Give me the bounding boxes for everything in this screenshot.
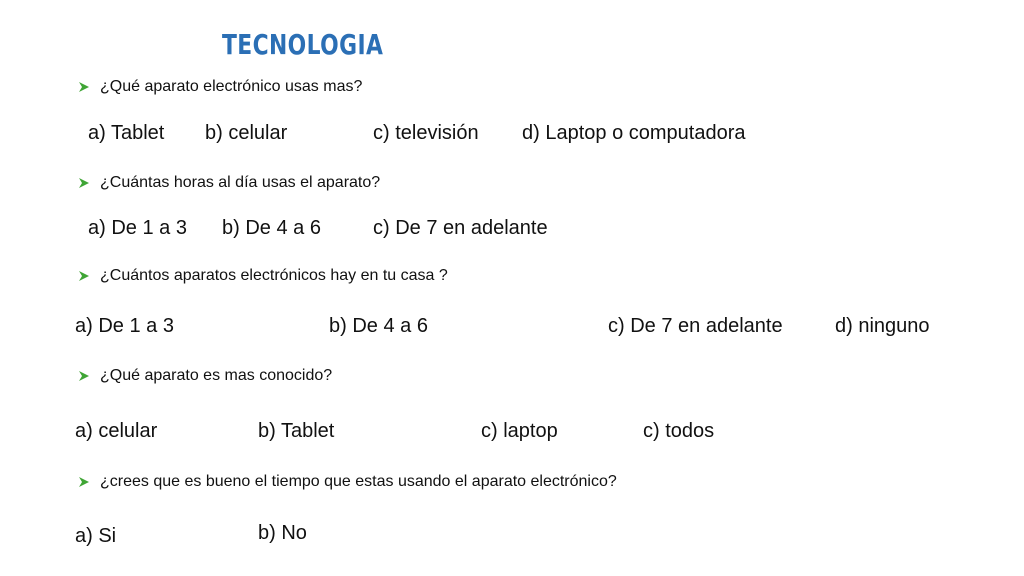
question-2-option-a: a) De 1 a 3 [88,217,187,239]
question-text: ¿Qué aparato electrónico usas mas? [100,78,363,95]
question-5-option-b: b) No [258,522,307,544]
arrow-bullet-icon [78,370,90,382]
question-5 [78,473,617,491]
question-2-option-c: c) De 7 en adelante [373,217,548,239]
question-1-option-d: d) Laptop o computadora [522,122,746,144]
question-1 [78,78,362,96]
question-1-option-b: b) celular [205,122,288,144]
question-4-option-c: c) laptop [481,420,558,442]
page-title: TECNOLOGIA [222,28,384,61]
question-3-option-b: b) De 4 a 6 [329,315,428,337]
question-3-option-a: a) De 1 a 3 [75,315,174,337]
question-3 [78,267,448,285]
arrow-bullet-icon [78,177,90,189]
question-4 [78,367,332,385]
question-text: ¿Qué aparato es mas conocido? [100,367,333,384]
question-5-option-a: a) Si [75,525,117,547]
question-4-option-b: b) Tablet [258,420,335,442]
question-text: ¿crees que es bueno el tiempo que estas usando el aparato electrónico? [100,473,617,490]
arrow-bullet-icon [78,81,90,93]
arrow-bullet-icon [78,476,90,488]
question-4-option-d: c) todos [643,420,715,442]
question-4-option-a: a) celular [75,420,158,442]
question-1-option-c: c) televisión [373,122,479,144]
question-2-option-b: b) De 4 a 6 [222,217,321,239]
question-3-option-d: d) ninguno [835,315,930,337]
arrow-bullet-icon [78,270,90,282]
question-text: ¿Cuántas horas al día usas el aparato? [100,174,381,191]
question-text: ¿Cuántos aparatos electrónicos hay en tu casa ? [100,267,448,284]
question-2 [78,174,380,192]
question-1-option-a: a) Tablet [88,122,165,144]
question-3-option-c: c) De 7 en adelante [608,315,783,337]
